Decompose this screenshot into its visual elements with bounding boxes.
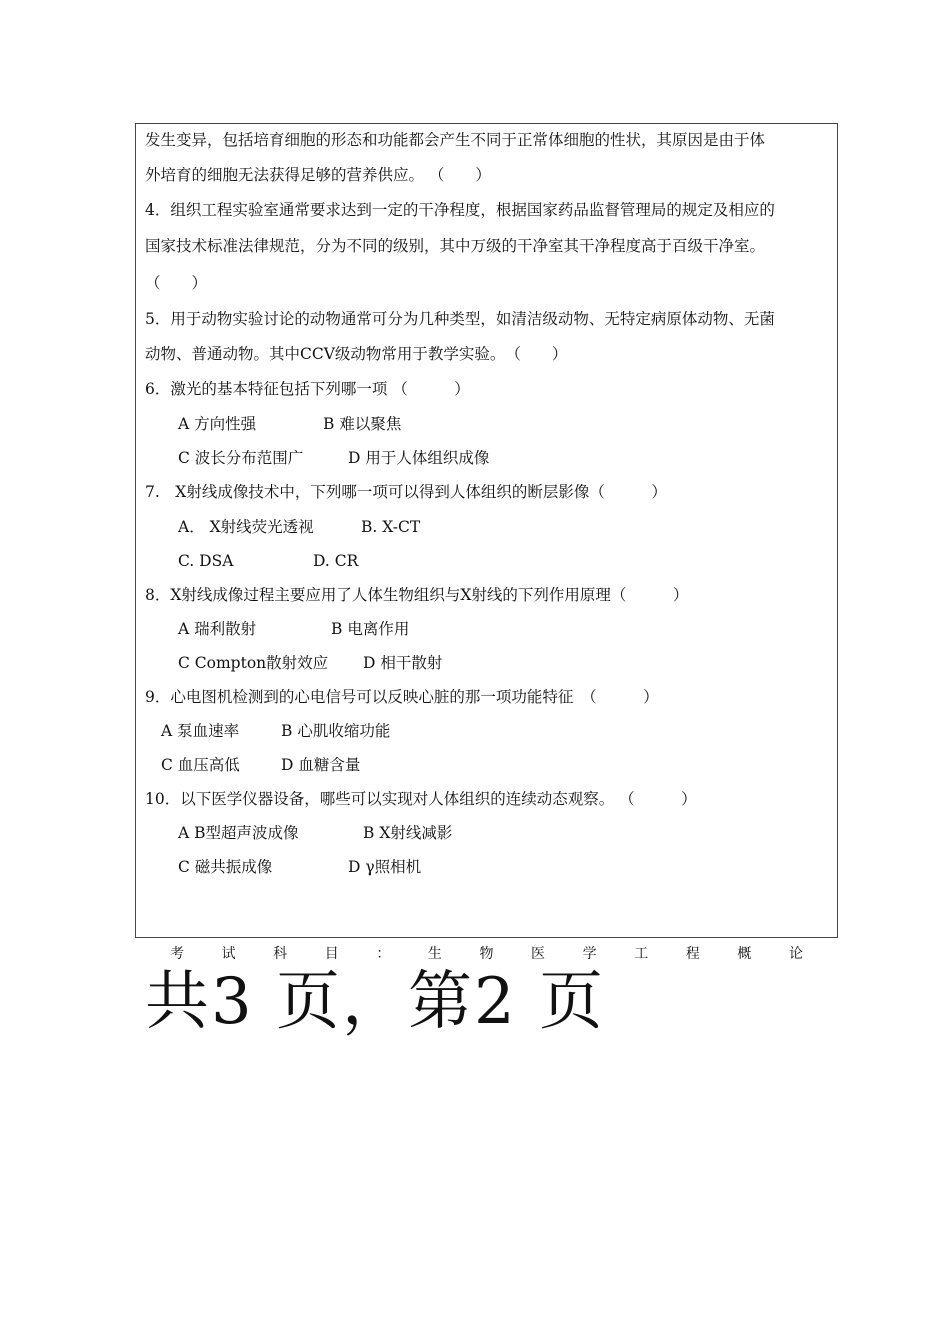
option: D 血糖含量 (281, 756, 361, 774)
q10-options-row-2 (178, 857, 421, 877)
option: D γ照相机 (348, 858, 422, 876)
footer-char: 试 (221, 946, 236, 962)
q6-options-row-1 (178, 414, 401, 434)
footer-char: 工 (634, 946, 649, 962)
footer-char: 程 (685, 946, 700, 962)
option: B 难以聚焦 (323, 415, 402, 433)
question-6-line: 6．激光的基本特征包括下列哪一项 （ ） (145, 380, 470, 398)
text-line: 外培育的细胞无法获得足够的营养供应。 （ ） (145, 166, 491, 184)
option: B 心肌收缩功能 (281, 722, 391, 740)
option: C Compton散射效应 (178, 654, 329, 672)
footer-char: 概 (737, 946, 752, 962)
option: A 瑞利散射 (178, 620, 257, 638)
q6-options-row-2 (178, 448, 489, 468)
q8-options-row-2 (178, 653, 442, 673)
option: C 磁共振成像 (178, 858, 273, 876)
footer-char: 物 (479, 946, 494, 962)
option: B X射线减影 (363, 824, 453, 842)
option: A 泵血速率 (161, 722, 240, 740)
footer-char: 目 (324, 946, 339, 962)
question-7-line: 7. X射线成像技术中，下列哪一项可以得到人体组织的断层影像（ ） (145, 483, 667, 501)
text-line: 国家技术标准法律规范，分为不同的级别，其中万级的干净室其干净程度高于百级干净室。 (145, 237, 766, 255)
question-9-line: 9．心电图机检测到的心电信号可以反映心脏的那一项功能特征 （ ） (145, 688, 659, 706)
question-4-line: 4．组织工程实验室通常要求达到一定的干净程度，根据国家药品监督管理局的规定及相应的 (145, 201, 775, 219)
q9-options-row-1 (161, 721, 390, 741)
footer-char: 医 (531, 946, 546, 962)
answer-blank: （ ） (145, 274, 208, 292)
option: C 血压高低 (161, 756, 240, 774)
q10-options-row-1 (178, 823, 452, 843)
page-number: 共3 页，第2 页 (145, 965, 606, 1039)
q7-options-row-2 (178, 551, 358, 571)
text-line: 动物、普通动物。其中CCV级动物常用于教学实验。 （ ） (145, 345, 568, 363)
q7-options-row-1 (178, 517, 420, 537)
text-line: 发生变异，包括培育细胞的形态和功能都会产生不同于正常体细胞的性状，其原因是由于体 (145, 131, 766, 149)
option: C 波长分布范围广 (178, 449, 304, 467)
option: D 相干散射 (363, 654, 443, 672)
q8-options-row-1 (178, 619, 409, 639)
option: C. DSA (178, 552, 234, 570)
footer-char: 论 (788, 946, 803, 962)
question-10-line: 10．以下医学仪器设备，哪些可以实现对人体组织的连续动态观察。 （ ） (145, 790, 697, 808)
option: D 用于人体组织成像 (348, 449, 490, 467)
question-8-line: 8．X射线成像过程主要应用了人体生物组织与X射线的下列作用原理（ ） (145, 586, 689, 604)
footer-char: ： (376, 946, 391, 962)
option: B. X-CT (361, 518, 421, 536)
footer-char: 学 (582, 946, 597, 962)
option: B 电离作用 (331, 620, 410, 638)
footer-char: 考 (170, 946, 184, 962)
option: A B型超声波成像 (178, 824, 299, 842)
footer-char: 科 (273, 946, 288, 962)
option: A 方向性强 (178, 415, 257, 433)
option: D. CR (313, 552, 359, 570)
question-5-line: 5．用于动物实验讨论的动物通常可分为几种类型，如清洁级动物、无特定病原体动物、无菌 (145, 310, 775, 328)
footer-char: 生 (427, 946, 442, 962)
option: A． X射线荧光透视 (178, 518, 314, 536)
exam-content-box (135, 123, 838, 938)
footer-subject (135, 943, 838, 963)
q9-options-row-2 (161, 755, 360, 775)
